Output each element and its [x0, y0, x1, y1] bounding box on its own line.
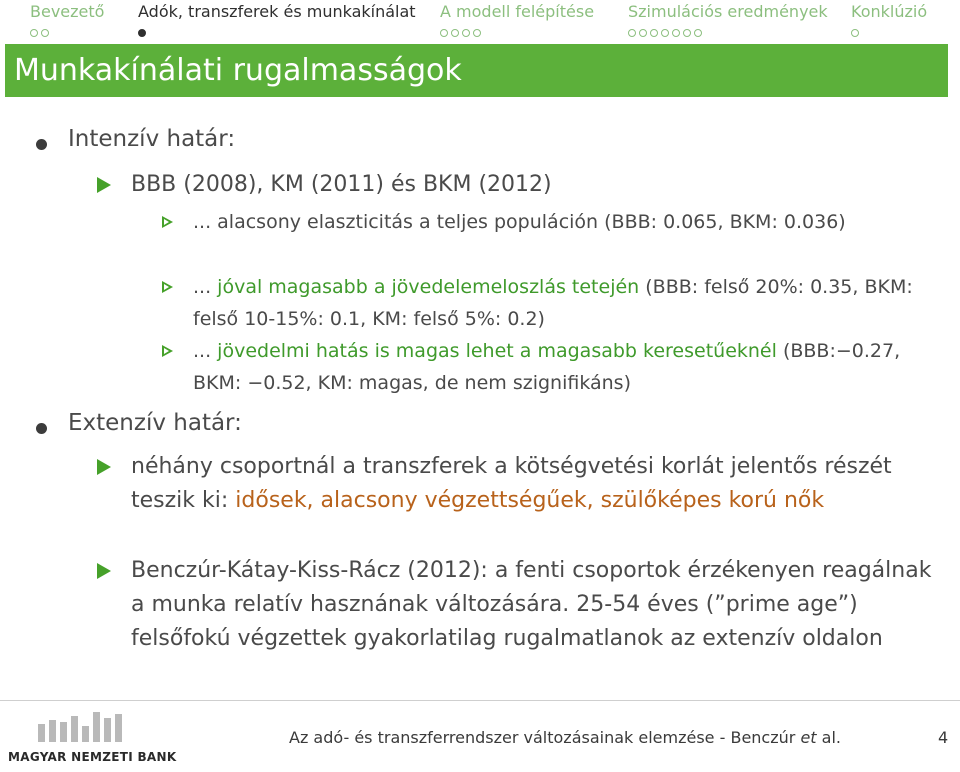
nav-slide-dot[interactable]: [672, 29, 680, 37]
nav-slide-dot[interactable]: [650, 29, 658, 37]
bullet-outline-triangle-icon: [162, 216, 173, 228]
nav-slide-dot[interactable]: [451, 29, 459, 37]
intensive-point-3-highlight: jövedelmi hatás is magas lehet a magasabb keresetűeknél: [217, 340, 777, 362]
slide-title-bar: [5, 44, 948, 97]
nav-section-label: A modell felépítése: [440, 2, 595, 21]
mnb-logo: [8, 708, 178, 770]
nav-slide-dot[interactable]: [473, 29, 481, 37]
nav-slide-dot[interactable]: [683, 29, 691, 37]
nav-slide-dot[interactable]: [851, 29, 859, 37]
nav-progress-dots: [851, 29, 927, 39]
footer-divider: [0, 700, 960, 701]
nav-section-adok[interactable]: [138, 2, 416, 39]
intensive-heading: Intenzív határ:: [68, 126, 236, 152]
bullet-triangle-icon: [97, 459, 111, 475]
nav-slide-dot[interactable]: [694, 29, 702, 37]
nav-section-label: Konklúzió: [851, 2, 928, 21]
bullet-outline-triangle-icon: [162, 281, 173, 293]
nav-section-label: Adók, transzferek és munkakínálat: [138, 2, 416, 21]
nav-progress-dots: [440, 29, 594, 39]
intensive-sources: BBB (2008), KM (2011) és BKM (2012): [131, 172, 552, 197]
intensive-point-2: [193, 271, 923, 335]
logo-bars-icon: [38, 710, 122, 742]
intensive-point-3-values: (BBB:−0.27, BKM: −0.52, KM: magas, de nem szignifikáns): [193, 340, 901, 394]
nav-section-modell[interactable]: [440, 2, 594, 39]
nav-section-szimulacio[interactable]: [628, 2, 828, 39]
nav-progress-dots: [30, 29, 104, 39]
nav-slide-dot[interactable]: [138, 29, 146, 37]
bullet-triangle-icon: [97, 563, 111, 579]
extensive-point-1: [131, 450, 931, 518]
extensive-point-1-text: néhány csoportnál a transzferek a kötségvetési korlát jelentős részét teszik ki:: [131, 454, 892, 513]
extensive-heading: Extenzív határ:: [68, 410, 242, 436]
intensive-point-2-prefix: ...: [193, 276, 218, 298]
nav-section-label: Bevezető: [30, 2, 105, 21]
intensive-point-3: [193, 335, 923, 399]
footer-title-em: et: [800, 728, 817, 747]
bullet-outline-triangle-icon: [162, 345, 173, 357]
extensive-point-2: Benczúr-Kátay-Kiss-Rácz (2012): a fenti csoportok érzékenyen reagálnak a munka relatív hasznának változására. 25-54 éves (”prime age”) felsőfokú végzettek gyakorlatilag rugalmatlanok az extenzív oldalon: [131, 558, 932, 651]
extensive-point-1-groups: idősek, alacsony végzettségűek, szülőképes korú nők: [235, 488, 825, 513]
intensive-point-2-values: (BBB: felső 20%: 0.35, BKM: felső 10-15%: 0.1, KM: felső 5%: 0.2): [193, 276, 913, 330]
page-number: 4: [938, 728, 949, 747]
intensive-point-1: [193, 206, 923, 238]
nav-slide-dot[interactable]: [628, 29, 636, 37]
bullet-circle-icon: [36, 139, 47, 150]
footer-title: [289, 728, 841, 747]
nav-slide-dot[interactable]: [30, 29, 38, 37]
nav-slide-dot[interactable]: [661, 29, 669, 37]
nav-progress-dots: [138, 29, 416, 39]
nav-progress-dots: [628, 29, 828, 39]
bullet-triangle-icon: [97, 177, 111, 193]
intensive-point-2-highlight: jóval magasabb a jövedelemeloszlás tetején: [217, 276, 640, 298]
nav-section-konkluzio[interactable]: [851, 2, 927, 39]
nav-slide-dot[interactable]: [440, 29, 448, 37]
nav-slide-dot[interactable]: [639, 29, 647, 37]
intensive-point-3-prefix: ...: [193, 340, 218, 362]
nav-section-bevezeto[interactable]: [30, 2, 104, 39]
slide-title: Munkakínálati rugalmasságok: [14, 53, 462, 88]
intensive-point-1-text: ... alacsony elaszticitás a teljes populáción (BBB: 0.065, BKM: 0.036): [193, 211, 846, 233]
section-navigation: [0, 0, 960, 44]
logo-text: MAGYAR NEMZETI BANK: [8, 750, 177, 764]
nav-slide-dot[interactable]: [462, 29, 470, 37]
footer-title-end: al.: [816, 728, 841, 747]
footer-title-main: Az adó- és transzferrendszer változásainak elemzése - Benczúr: [289, 728, 801, 747]
nav-slide-dot[interactable]: [41, 29, 49, 37]
nav-section-label: Szimulációs eredmények: [628, 2, 828, 21]
bullet-circle-icon: [36, 423, 47, 434]
